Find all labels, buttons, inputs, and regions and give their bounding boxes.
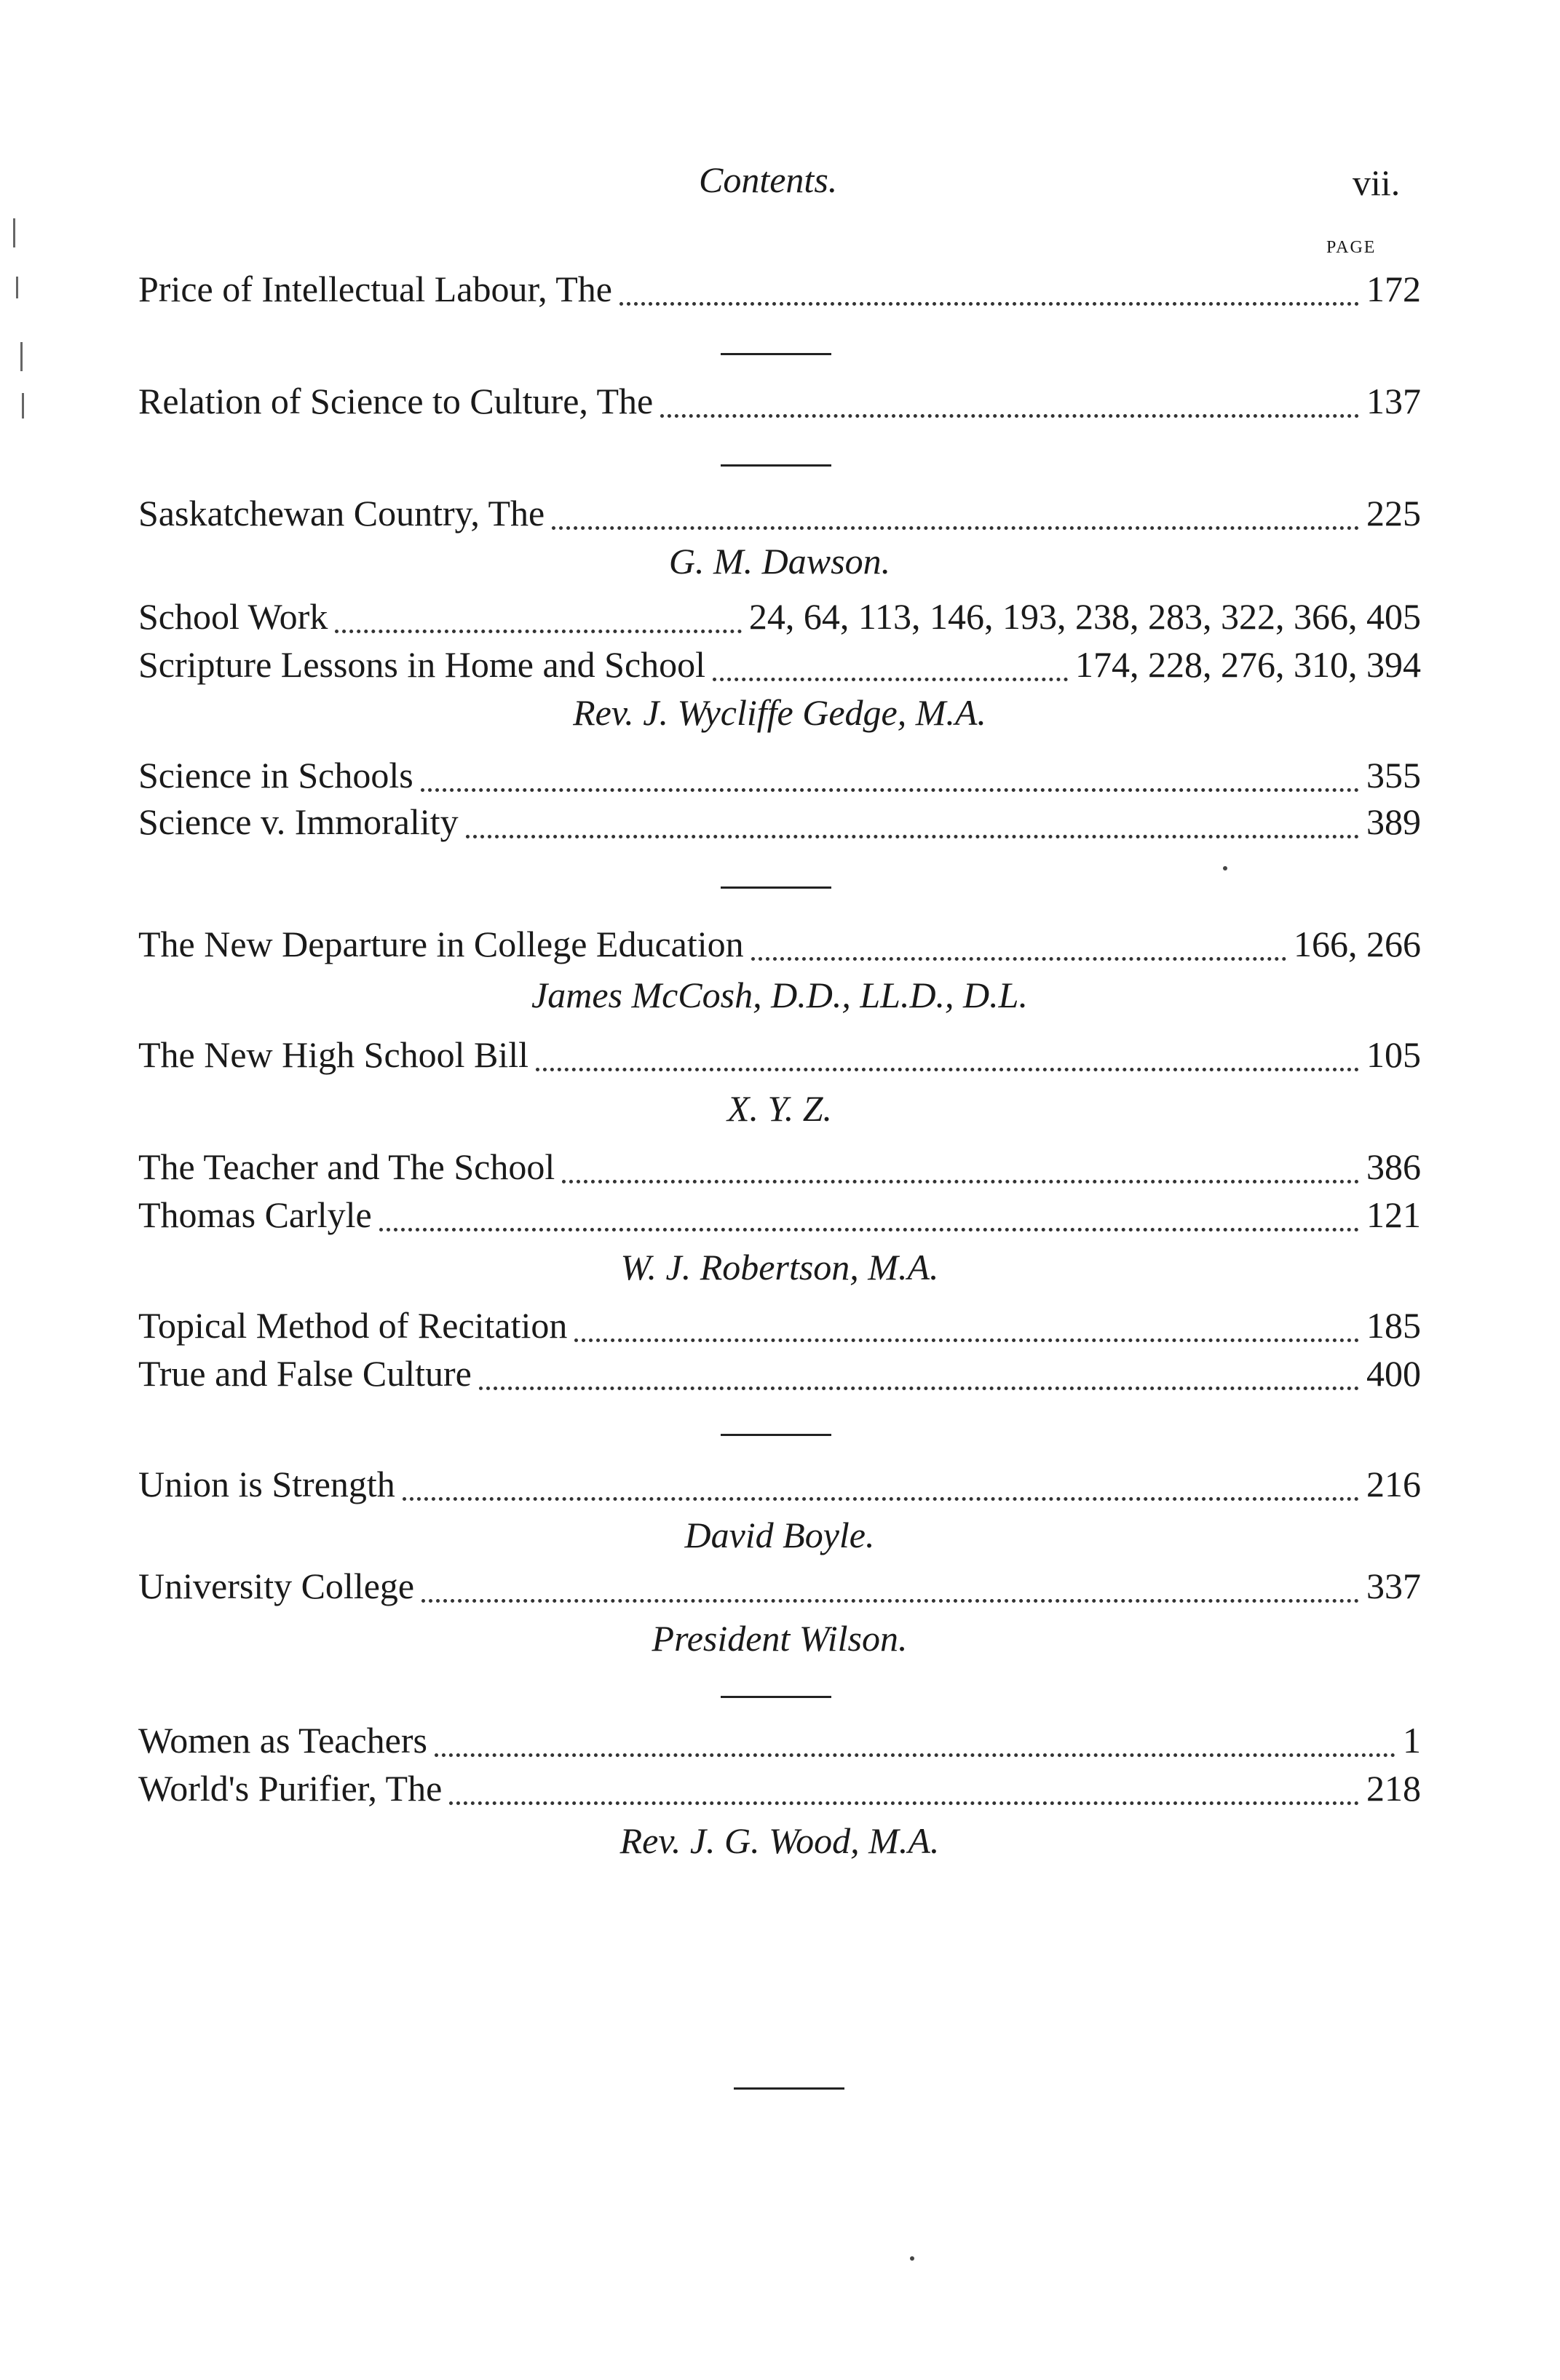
author-line: G. M. Dawson.	[668, 541, 891, 582]
entry-pages: 174, 228, 276, 310, 394	[1075, 644, 1421, 685]
dot-leader	[562, 1180, 1359, 1183]
author-line: President Wilson.	[652, 1618, 908, 1659]
entry-title: Science v. Immorality	[138, 801, 459, 842]
dot-leader	[335, 630, 742, 633]
page-number: vii.	[1353, 162, 1401, 203]
toc-entry	[138, 643, 1421, 691]
entry-pages: 172	[1366, 269, 1421, 309]
section-divider	[721, 886, 831, 889]
scan-edge-mark	[13, 218, 15, 247]
entry-pages: 121	[1366, 1194, 1421, 1235]
entry-pages: 225	[1366, 493, 1421, 533]
toc-entry	[138, 1304, 1421, 1352]
entry-title: Science in Schools	[138, 755, 413, 796]
section-divider	[721, 353, 831, 355]
toc-entry	[138, 1146, 1421, 1194]
section-divider	[721, 464, 831, 467]
entry-title: Thomas Carlyle	[138, 1194, 372, 1235]
page-column-label: PAGE	[1326, 238, 1377, 257]
print-speck	[1223, 866, 1227, 870]
dot-leader	[619, 302, 1359, 306]
toc-entry	[138, 801, 1421, 849]
entry-pages: 105	[1366, 1034, 1421, 1075]
dot-leader	[552, 526, 1359, 530]
entry-pages: 185	[1366, 1305, 1421, 1346]
entry-title: True and False Culture	[138, 1353, 472, 1394]
dot-leader	[660, 414, 1359, 418]
author-line: W. J. Robertson, M.A.	[620, 1247, 939, 1288]
dot-leader	[751, 957, 1286, 961]
running-header-title: Contents.	[699, 159, 838, 200]
entry-title: Price of Intellectual Labour, The	[138, 269, 612, 309]
author-line: Rev. J. Wycliffe Gedge, M.A.	[573, 692, 986, 733]
toc-entry	[138, 923, 1421, 971]
entry-title: Saskatchewan Country, The	[138, 493, 545, 533]
entry-pages: 218	[1366, 1768, 1421, 1809]
toc-entry	[138, 754, 1421, 802]
entry-title: University College	[138, 1566, 415, 1606]
toc-entry	[138, 268, 1421, 316]
entry-pages: 355	[1366, 755, 1421, 796]
scan-edge-mark	[20, 342, 23, 371]
entry-title: Scripture Lessons in Home and School	[138, 644, 706, 685]
entry-title: The Teacher and The School	[138, 1146, 555, 1187]
toc-entry	[138, 492, 1421, 540]
toc-entry	[138, 1767, 1421, 1815]
section-divider	[721, 1434, 831, 1436]
entry-pages: 400	[1366, 1353, 1421, 1394]
toc-entry	[138, 1034, 1421, 1082]
entry-pages: 337	[1366, 1566, 1421, 1606]
dot-leader	[421, 788, 1359, 792]
dot-leader	[479, 1387, 1359, 1390]
scan-edge-mark	[16, 277, 18, 298]
author-line: David Boyle.	[684, 1515, 875, 1555]
entry-pages: 386	[1366, 1146, 1421, 1187]
entry-pages: 1	[1403, 1720, 1421, 1761]
entry-title: Union is Strength	[138, 1464, 395, 1504]
toc-entry	[138, 595, 1421, 643]
dot-leader	[536, 1068, 1359, 1071]
entry-pages: 166, 266	[1294, 924, 1421, 964]
author-line: Rev. J. G. Wood, M.A.	[619, 1820, 940, 1861]
dot-leader	[421, 1599, 1359, 1603]
scan-edge-mark	[22, 393, 24, 419]
entry-title: The New Departure in College Education	[138, 924, 744, 964]
dot-leader	[574, 1338, 1359, 1342]
entry-title: World's Purifier, The	[138, 1768, 443, 1809]
entry-pages: 216	[1366, 1464, 1421, 1504]
toc-entry	[138, 380, 1421, 428]
toc-entry	[138, 1463, 1421, 1511]
entry-title: School Work	[138, 596, 328, 637]
toc-entry	[138, 1194, 1421, 1242]
entry-pages: 24, 64, 113, 146, 193, 238, 283, 322, 366, 405	[748, 596, 1421, 637]
dot-leader	[435, 1753, 1395, 1757]
toc-entry	[138, 1719, 1421, 1767]
dot-leader	[466, 835, 1359, 838]
dot-leader	[713, 678, 1068, 681]
entry-title: Relation of Science to Culture, The	[138, 381, 654, 421]
dot-leader	[449, 1801, 1359, 1805]
entry-title: Topical Method of Recitation	[138, 1305, 568, 1346]
dot-leader	[403, 1497, 1359, 1501]
section-divider	[734, 2087, 844, 2090]
section-divider	[721, 1696, 831, 1698]
author-line: X. Y. Z.	[726, 1088, 833, 1129]
entry-title: Women as Teachers	[138, 1720, 427, 1761]
toc-entry	[138, 1352, 1421, 1400]
entry-pages: 137	[1366, 381, 1421, 421]
entry-pages: 389	[1366, 801, 1421, 842]
dot-leader	[379, 1228, 1359, 1231]
author-line: James McCosh, D.D., LL.D., D.L.	[531, 975, 1028, 1015]
print-speck	[910, 2256, 914, 2261]
entry-title: The New High School Bill	[138, 1034, 529, 1075]
toc-entry	[138, 1565, 1421, 1613]
